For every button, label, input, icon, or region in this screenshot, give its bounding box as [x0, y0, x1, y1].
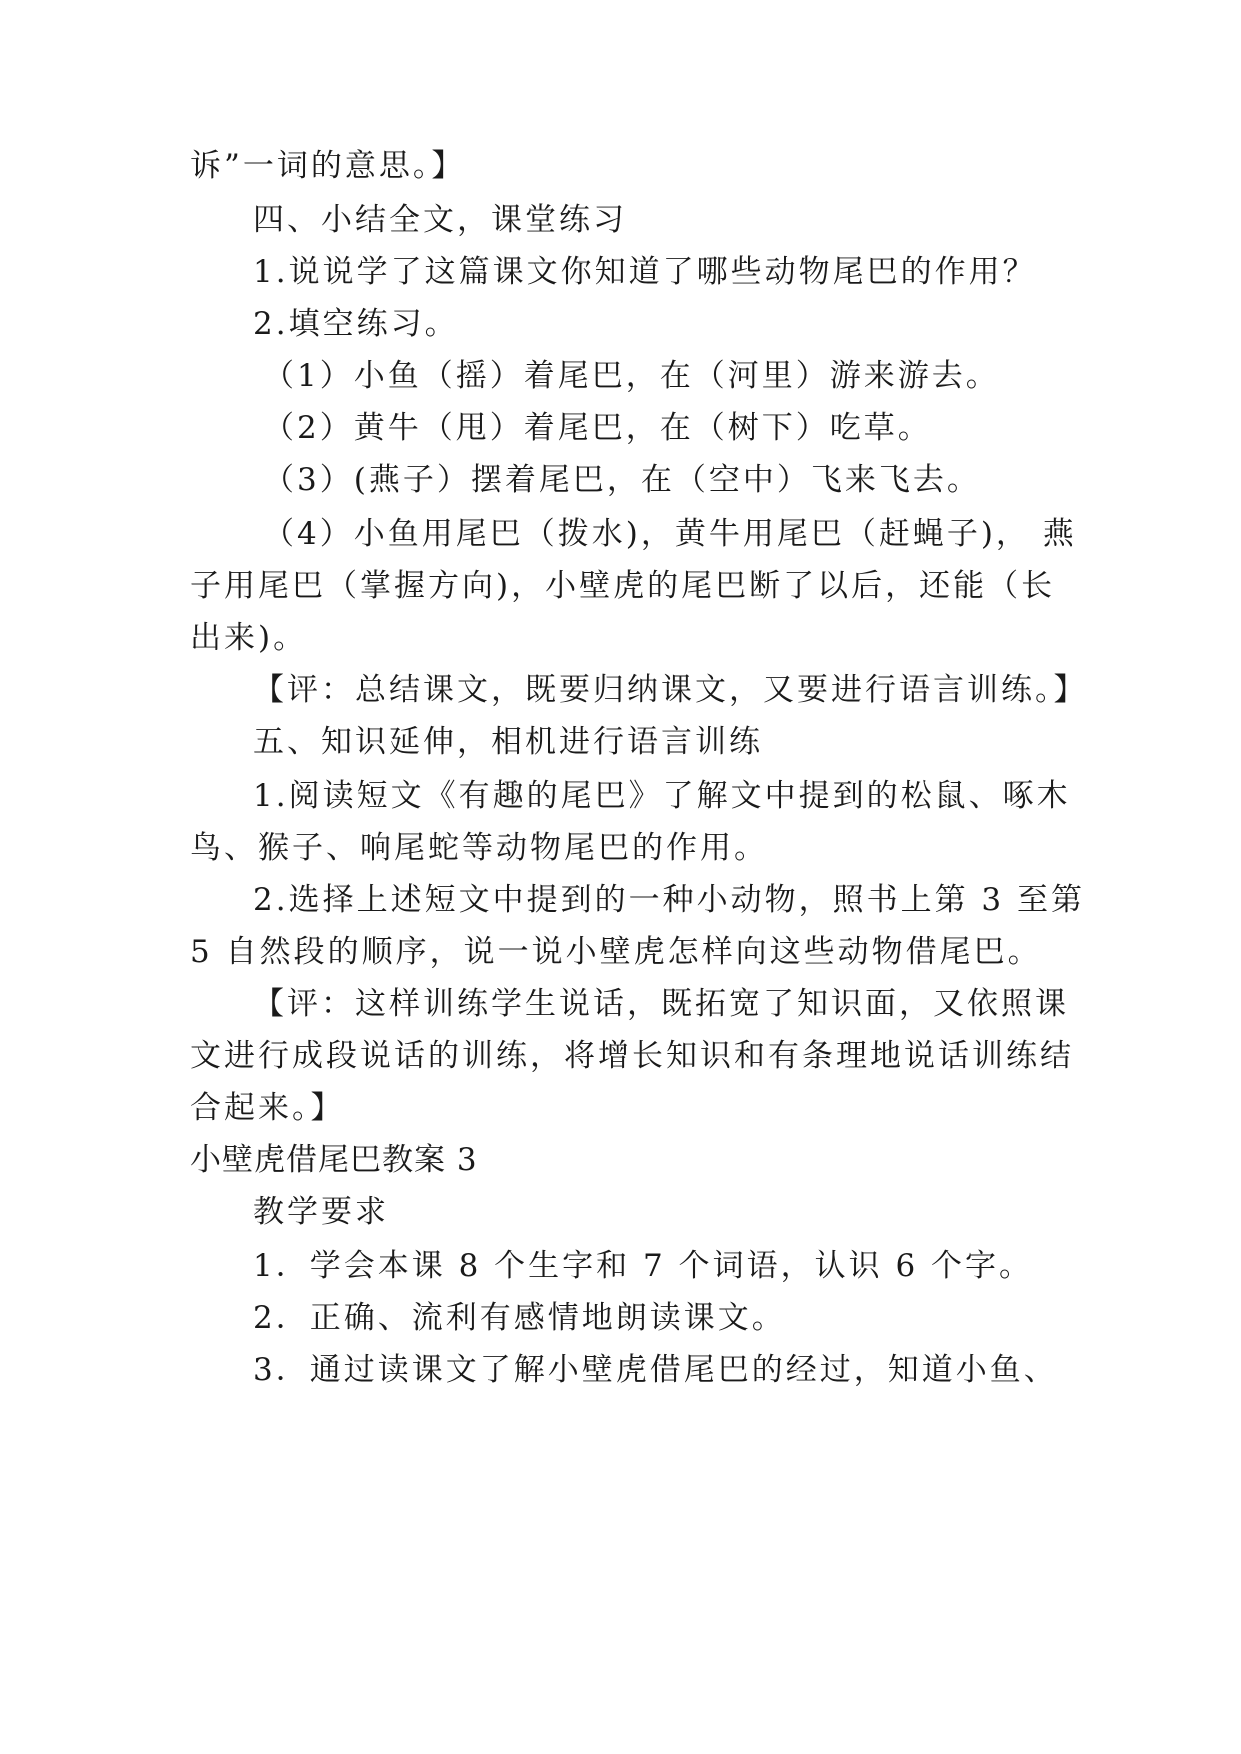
text-line: （4）小鱼用尾巴（拨水)，黄牛用尾巴（赶蝇子)， 燕 [263, 516, 1077, 552]
text-line: 出来)。 [190, 620, 308, 656]
text-line: 1.阅读短文《有趣的尾巴》了解文中提到的松鼠、啄木 [253, 778, 1071, 814]
text-line: 2.选择上述短文中提到的一种小动物，照书上第 3 至第 [253, 882, 1086, 918]
section-title: 小壁虎借尾巴教案 3 [190, 1142, 478, 1178]
text-line: （1）小鱼（摇）着尾巴，在（河里）游来游去。 [263, 358, 1000, 394]
text-line: 文进行成段说话的训练，将增长知识和有条理地说话训练结 [190, 1038, 1074, 1074]
text-line: 合起来。】 [190, 1090, 345, 1126]
section-heading: 四、小结全文，课堂练习 [253, 202, 627, 238]
text-line: 1.说说学了这篇课文你知道了哪些动物尾巴的作用？ [253, 254, 1037, 290]
section-heading: 教学要求 [253, 1194, 389, 1230]
list-item: 2．正确、流利有感情地朗读课文。 [253, 1300, 786, 1336]
section-heading: 五、知识延伸，相机进行语言训练 [253, 724, 763, 760]
list-item: 1．学会本课 8 个生字和 7 个词语，认识 6 个字。 [253, 1248, 1034, 1284]
text-line: 子用尾巴（掌握方向)，小壁虎的尾巴断了以后，还能（长 [190, 568, 1056, 604]
list-item: 3．通过读课文了解小壁虎借尾巴的经过，知道小鱼、 [253, 1352, 1058, 1388]
text-line: 诉”一词的意思。】 [190, 148, 466, 184]
comment-line: 【评：这样训练学生说话，既拓宽了知识面，又依照课 [253, 986, 1069, 1022]
comment-line: 【评：总结课文，既要归纳课文，又要进行语言训练。】 [253, 672, 1088, 708]
text-line: 5 自然段的顺序，说一说小壁虎怎样向这些动物借尾巴。 [190, 934, 1042, 970]
text-line: 2.填空练习。 [253, 306, 459, 342]
text-line: （2）黄牛（甩）着尾巴，在（树下）吃草。 [263, 410, 932, 446]
text-line: （3）(燕子）摆着尾巴，在（空中）飞来飞去。 [263, 462, 981, 498]
text-line: 鸟、猴子、响尾蛇等动物尾巴的作用。 [190, 830, 768, 866]
